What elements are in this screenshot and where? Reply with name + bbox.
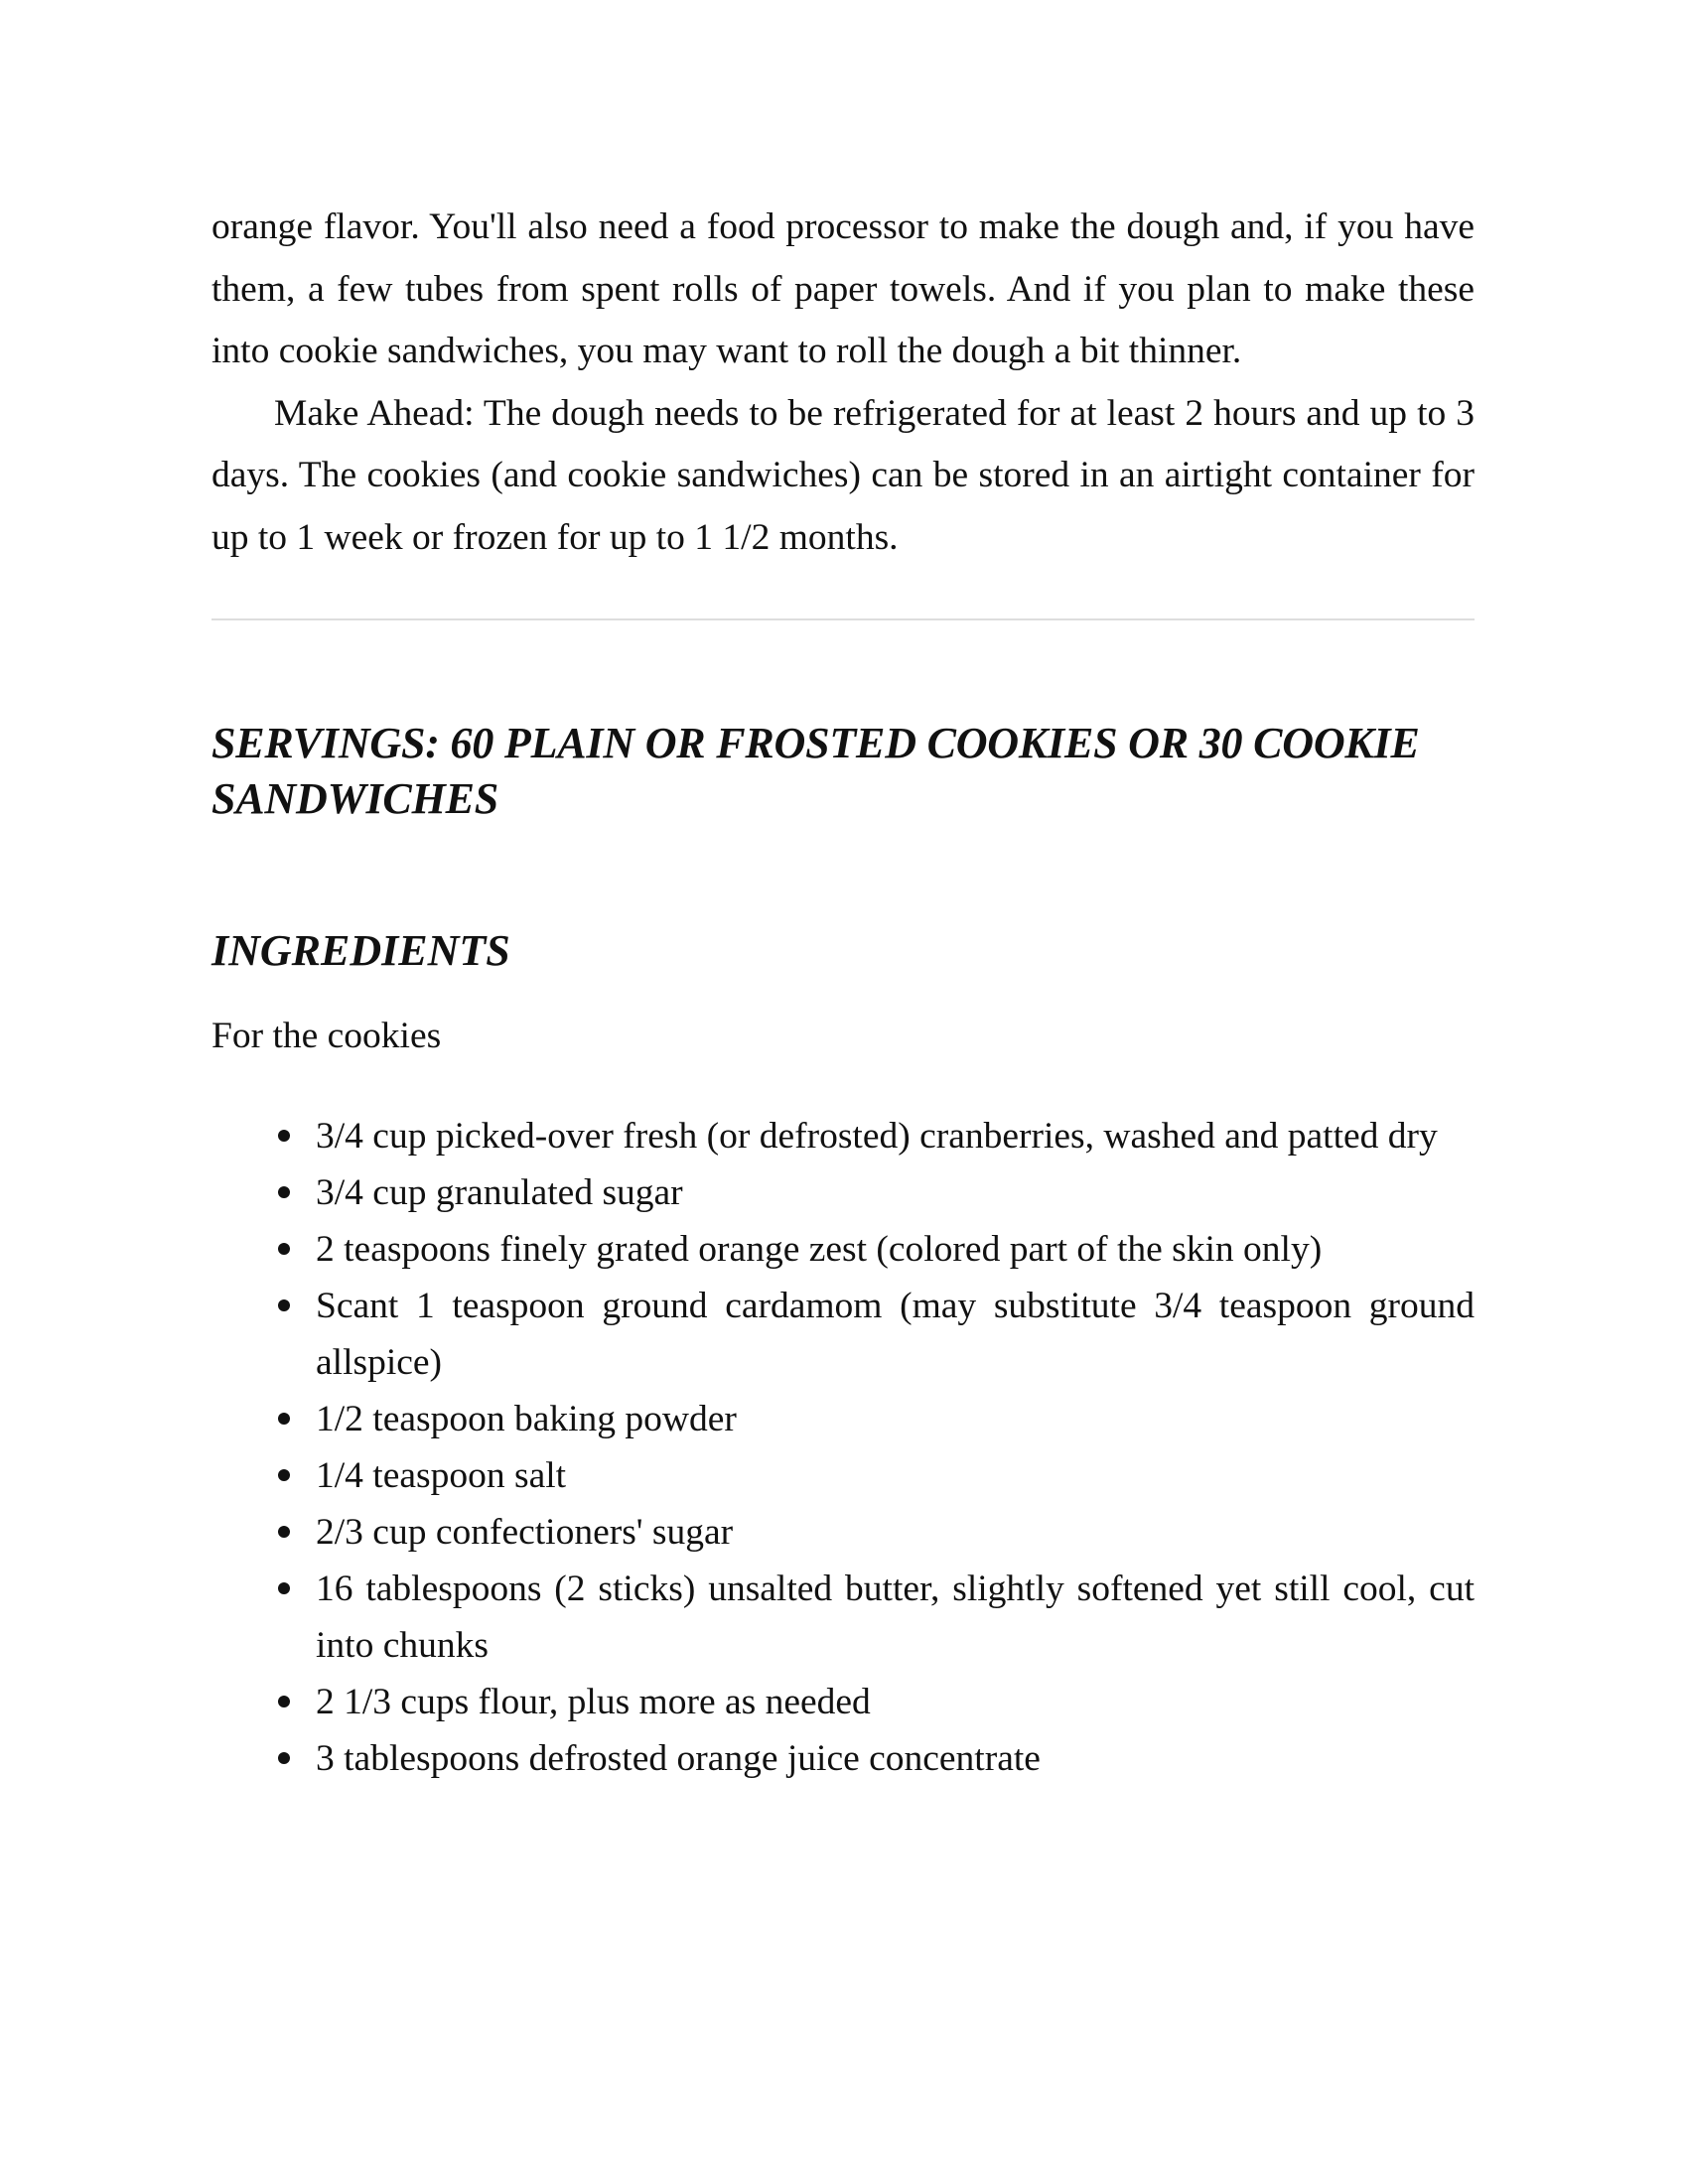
bullet-icon — [278, 1582, 290, 1594]
ingredients-heading: INGREDIENTS — [211, 926, 510, 975]
ingredient-text: 2 teaspoons finely grated orange zest (colored part of the skin only) — [316, 1229, 1323, 1270]
bullet-icon — [278, 1130, 290, 1142]
ingredient-item — [211, 1561, 1475, 1674]
bullet-icon — [278, 1469, 290, 1481]
ingredient-item — [211, 1447, 1475, 1504]
bullet-icon — [278, 1752, 290, 1764]
recipe-page — [211, 197, 1475, 1787]
ingredient-item — [211, 1108, 1475, 1164]
ingredient-item — [211, 1391, 1475, 1447]
bullet-icon — [278, 1243, 290, 1255]
ingredient-text: 1/4 teaspoon salt — [316, 1455, 567, 1496]
bullet-icon — [278, 1413, 290, 1425]
ingredient-text: Scant 1 teaspoon ground cardamom (may substitute 3/4 teaspoon ground allspice) — [316, 1286, 1475, 1383]
ingredient-text: 16 tablespoons (2 sticks) unsalted butter, slightly softened yet still cool, cut into chunks — [316, 1569, 1475, 1666]
ingredient-text: 1/2 teaspoon baking powder — [316, 1399, 737, 1439]
ingredient-item — [211, 1278, 1475, 1391]
ingredient-item — [211, 1674, 1475, 1730]
ingredient-item — [211, 1164, 1475, 1221]
ingredient-item — [211, 1730, 1475, 1787]
ingredient-text: 2/3 cup confectioners' sugar — [316, 1512, 734, 1553]
section-divider — [211, 618, 1475, 620]
ingredients-list — [211, 1108, 1475, 1787]
servings-heading: SERVINGS: 60 PLAIN OR FROSTED COOKIES OR 30 COOKIE SANDWICHES — [211, 719, 1420, 823]
ingredient-text: 3/4 cup picked-over fresh (or defrosted) cranberries, washed and patted dry — [316, 1116, 1438, 1157]
ingredient-text: 3/4 cup granulated sugar — [316, 1172, 683, 1213]
bullet-icon — [278, 1186, 290, 1198]
bullet-icon — [278, 1526, 290, 1538]
ingredient-item — [211, 1221, 1475, 1278]
ingredient-text: 2 1/3 cups flour, plus more as needed — [316, 1682, 871, 1722]
bullet-icon — [278, 1696, 290, 1707]
cookies-subheading: For the cookies — [211, 1016, 442, 1056]
bullet-icon — [278, 1299, 290, 1311]
intro-paragraph: orange flavor. You'll also need a food processor to make the dough and, if you have them, a few tubes from spent rolls of paper towels. And if you plan to make these into cookie sandwiches, you may want to roll the dough a bit thinner. — [211, 206, 1475, 371]
ingredient-item — [211, 1504, 1475, 1561]
make-ahead-paragraph: Make Ahead: The dough needs to be refrigerated for at least 2 hours and up to 3 days. The cookies (and cookie sandwiches) can be stored in an airtight container for up to 1 week or frozen for up to 1 1/2 months. — [211, 392, 1475, 558]
ingredient-text: 3 tablespoons defrosted orange juice concentrate — [316, 1738, 1041, 1779]
